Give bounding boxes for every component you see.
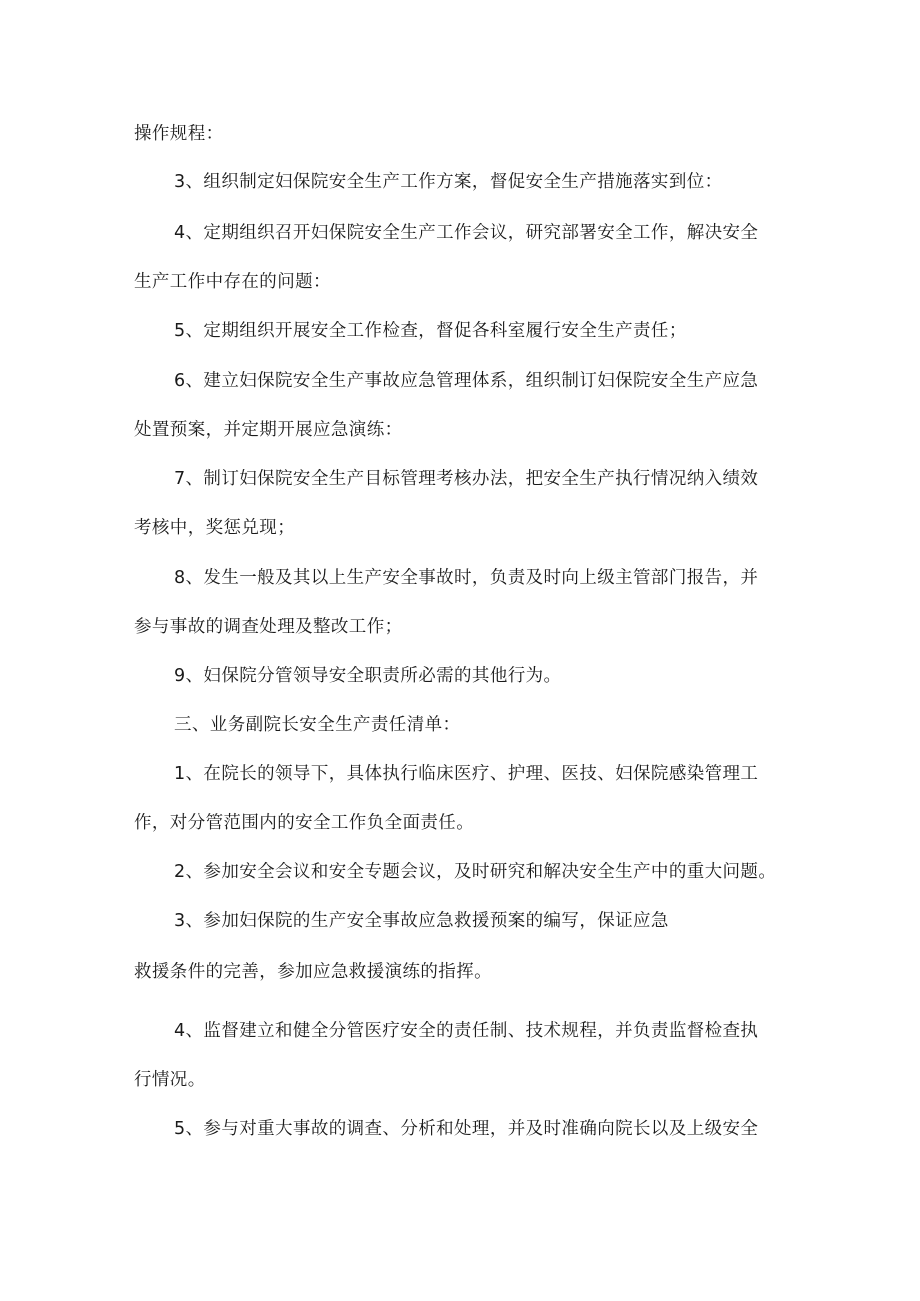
text-line: 作，对分管范围内的安全工作负全面责任。: [134, 813, 475, 833]
paragraph-item-8: 8、发生一般及其以上生产安全事故时，负责及时向上级主管部门报告，并: [174, 568, 759, 588]
text-line: 操作规程：: [134, 124, 224, 144]
paragraph-item-9: 9、妇保院分管领导安全职责所必需的其他行为。: [174, 666, 562, 686]
paragraph-item-1: 1、在院长的领导下，具体执行临床医疗、护理、医技、妇保院感染管理工: [174, 764, 759, 784]
paragraph-item-6: 6、建立妇保院安全生产事故应急管理体系，组织制订妇保院安全生产应急: [174, 371, 759, 391]
text-line: 行情况。: [134, 1070, 206, 1090]
text-line: 生产工作中存在的问题：: [134, 272, 331, 292]
paragraph-item-5b: 5、参与对重大事故的调查、分析和处理，并及时准确向院长以及上级安全: [174, 1119, 759, 1139]
section-heading: 三、业务副院长安全生产责任清单：: [174, 715, 461, 735]
paragraph-item-2: 2、参加安全会议和安全专题会议，及时研究和解决安全生产中的重大问题。: [174, 862, 777, 882]
text-line: 救援条件的完善，参加应急救援演练的指挥。: [134, 962, 492, 982]
text-line: 处置预案，并定期开展应急演练：: [134, 420, 403, 440]
paragraph-item-5: 5、定期组织开展安全工作检查，督促各科室履行安全生产责任；: [174, 321, 687, 341]
paragraph-item-4: 4、定期组织召开妇保院安全生产工作会议，研究部署安全工作，解决安全: [174, 223, 759, 243]
paragraph-item-7: 7、制订妇保院安全生产目标管理考核办法，把安全生产执行情况纳入绩效: [174, 469, 759, 489]
paragraph-item-3b: 3、参加妇保院的生产安全事故应急救援预案的编写，保证应急: [174, 911, 669, 931]
text-line: 参与事故的调查处理及整改工作；: [134, 617, 403, 637]
text-line: 考核中，奖惩兑现；: [134, 518, 296, 538]
paragraph-item-3: 3、组织制定妇保院安全生产工作方案，督促安全生产措施落实到位：: [174, 172, 723, 192]
paragraph-item-4b: 4、监督建立和健全分管医疗安全的责任制、技术规程，并负责监督检查执: [174, 1021, 759, 1041]
